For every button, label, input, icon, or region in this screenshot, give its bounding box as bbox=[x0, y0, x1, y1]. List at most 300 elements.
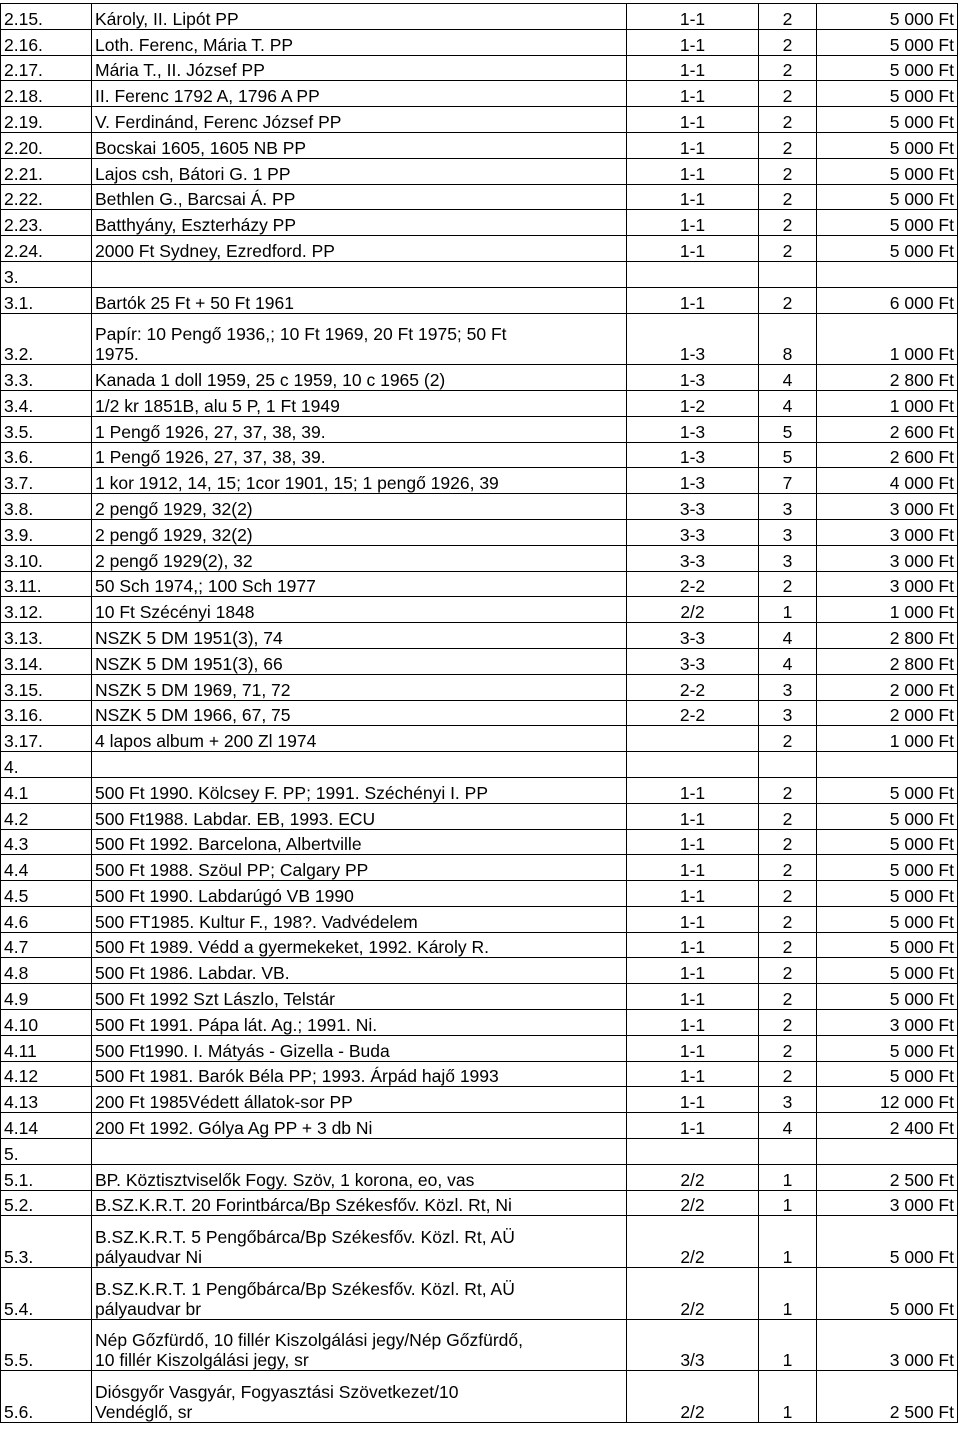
item-price-cell: 3 000 Ft bbox=[817, 571, 958, 597]
item-price-cell: 1 000 Ft bbox=[817, 597, 958, 623]
item-grade-cell: 1-1 bbox=[627, 107, 759, 133]
item-count-cell: 2 bbox=[759, 29, 817, 55]
item-count-cell: 1 bbox=[759, 597, 817, 623]
item-description-cell: Bocskai 1605, 1605 NB PP bbox=[92, 132, 627, 158]
table-row bbox=[1, 1216, 958, 1268]
item-description-cell: 10 Ft Szécényi 1848 bbox=[92, 597, 627, 623]
item-grade-cell: 2-2 bbox=[627, 674, 759, 700]
item-description-cell: 500 Ft1988. Labdar. EB, 1993. ECU bbox=[92, 803, 627, 829]
item-description-cell bbox=[92, 752, 627, 778]
table-row bbox=[1, 1139, 958, 1165]
item-count-cell: 4 bbox=[759, 623, 817, 649]
item-price-cell: 12 000 Ft bbox=[817, 1087, 958, 1113]
table-row bbox=[1, 81, 958, 107]
table-row bbox=[1, 313, 958, 365]
item-price-cell: 2 500 Ft bbox=[817, 1371, 958, 1423]
item-number-cell: 3.13. bbox=[1, 623, 92, 649]
item-price-cell: 5 000 Ft bbox=[817, 55, 958, 81]
item-grade-cell: 3/3 bbox=[627, 1319, 759, 1371]
item-number-cell: 2.17. bbox=[1, 55, 92, 81]
item-number-cell: 4.7 bbox=[1, 932, 92, 958]
table-row bbox=[1, 184, 958, 210]
item-grade-cell: 1-1 bbox=[627, 184, 759, 210]
item-number-cell: 2.22. bbox=[1, 184, 92, 210]
item-description-cell: Batthyány, Eszterházy PP bbox=[92, 210, 627, 236]
item-count-cell: 2 bbox=[759, 1035, 817, 1061]
table-row bbox=[1, 984, 958, 1010]
table-row bbox=[1, 1035, 958, 1061]
table-row bbox=[1, 55, 958, 81]
item-price-cell: 5 000 Ft bbox=[817, 1268, 958, 1320]
item-grade-cell: 1-1 bbox=[627, 1010, 759, 1036]
item-grade-cell: 1-1 bbox=[627, 4, 759, 30]
item-description-cell: 2 pengő 1929, 32(2) bbox=[92, 519, 627, 545]
item-number-cell: 4.4 bbox=[1, 855, 92, 881]
item-grade-cell: 1-1 bbox=[627, 210, 759, 236]
item-grade-cell: 1-1 bbox=[627, 777, 759, 803]
table-row bbox=[1, 4, 958, 30]
item-price-cell: 5 000 Ft bbox=[817, 236, 958, 262]
item-price-cell: 3 000 Ft bbox=[817, 1010, 958, 1036]
table-row bbox=[1, 468, 958, 494]
item-count-cell: 7 bbox=[759, 468, 817, 494]
item-number-cell: 3.8. bbox=[1, 494, 92, 520]
item-description-cell: NSZK 5 DM 1969, 71, 72 bbox=[92, 674, 627, 700]
table-row bbox=[1, 519, 958, 545]
item-description-cell: 500 Ft 1989. Védd a gyermekeket, 1992. Károly R. bbox=[92, 932, 627, 958]
item-price-cell: 2 600 Ft bbox=[817, 416, 958, 442]
item-number-cell: 3.1. bbox=[1, 287, 92, 313]
item-grade-cell: 2/2 bbox=[627, 597, 759, 623]
item-price-cell: 3 000 Ft bbox=[817, 494, 958, 520]
item-grade-cell: 1-1 bbox=[627, 855, 759, 881]
table-row bbox=[1, 1268, 958, 1320]
table-row bbox=[1, 777, 958, 803]
item-grade-cell: 3-3 bbox=[627, 494, 759, 520]
item-count-cell: 2 bbox=[759, 881, 817, 907]
table-row bbox=[1, 210, 958, 236]
item-price-cell: 5 000 Ft bbox=[817, 906, 958, 932]
item-description-cell: 200 Ft 1992. Gólya Ag PP + 3 db Ni bbox=[92, 1113, 627, 1139]
item-price-cell: 5 000 Ft bbox=[817, 984, 958, 1010]
table-row bbox=[1, 1319, 958, 1371]
item-grade-cell: 1-1 bbox=[627, 132, 759, 158]
item-number-cell: 4.13 bbox=[1, 1087, 92, 1113]
item-count-cell: 2 bbox=[759, 132, 817, 158]
item-number-cell: 4.2 bbox=[1, 803, 92, 829]
item-description-cell: II. Ferenc 1792 A, 1796 A PP bbox=[92, 81, 627, 107]
item-count-cell: 2 bbox=[759, 855, 817, 881]
item-grade-cell: 1-1 bbox=[627, 81, 759, 107]
item-price-cell: 2 400 Ft bbox=[817, 1113, 958, 1139]
item-number-cell: 3.10. bbox=[1, 545, 92, 571]
item-number-cell: 4.14 bbox=[1, 1113, 92, 1139]
item-description-cell bbox=[92, 261, 627, 287]
item-number-cell: 5. bbox=[1, 1139, 92, 1165]
item-grade-cell: 1-1 bbox=[627, 287, 759, 313]
item-price-cell: 5 000 Ft bbox=[817, 184, 958, 210]
table-row bbox=[1, 390, 958, 416]
table-row bbox=[1, 236, 958, 262]
item-number-cell: 4. bbox=[1, 752, 92, 778]
table-row bbox=[1, 287, 958, 313]
item-count-cell: 1 bbox=[759, 1216, 817, 1268]
item-count-cell: 2 bbox=[759, 906, 817, 932]
item-description-cell: NSZK 5 DM 1951(3), 66 bbox=[92, 648, 627, 674]
item-price-cell: 2 800 Ft bbox=[817, 648, 958, 674]
item-price-cell: 5 000 Ft bbox=[817, 1035, 958, 1061]
table-row bbox=[1, 365, 958, 391]
item-number-cell: 2.16. bbox=[1, 29, 92, 55]
item-description-cell: B.SZ.K.R.T. 5 Pengőbárca/Bp Székesfőv. Közl. Rt, AÜ pályaudvar Ni bbox=[92, 1216, 627, 1268]
item-count-cell: 4 bbox=[759, 648, 817, 674]
item-price-cell: 5 000 Ft bbox=[817, 932, 958, 958]
item-grade-cell: 1-1 bbox=[627, 55, 759, 81]
item-price-cell: 1 000 Ft bbox=[817, 390, 958, 416]
item-price-cell: 5 000 Ft bbox=[817, 777, 958, 803]
item-number-cell: 5.5. bbox=[1, 1319, 92, 1371]
table-row bbox=[1, 545, 958, 571]
item-grade-cell: 2/2 bbox=[627, 1371, 759, 1423]
item-description-cell: Bartók 25 Ft + 50 Ft 1961 bbox=[92, 287, 627, 313]
item-grade-cell: 1-1 bbox=[627, 958, 759, 984]
item-number-cell: 3.14. bbox=[1, 648, 92, 674]
item-number-cell: 5.1. bbox=[1, 1164, 92, 1190]
item-description-cell: 500 Ft1990. I. Mátyás - Gizella - Buda bbox=[92, 1035, 627, 1061]
item-description-cell: 500 Ft 1990. Labdarúgó VB 1990 bbox=[92, 881, 627, 907]
item-description-cell: Diósgyőr Vasgyár, Fogyasztási Szövetkezet/10 Vendéglő, sr bbox=[92, 1371, 627, 1423]
item-description-cell: 200 Ft 1985Védett állatok-sor PP bbox=[92, 1087, 627, 1113]
item-grade-cell: 3-3 bbox=[627, 545, 759, 571]
item-description-cell: Mária T., II. József PP bbox=[92, 55, 627, 81]
item-grade-cell: 2/2 bbox=[627, 1164, 759, 1190]
item-description-cell: 50 Sch 1974,; 100 Sch 1977 bbox=[92, 571, 627, 597]
item-grade-cell bbox=[627, 1139, 759, 1165]
item-number-cell: 3. bbox=[1, 261, 92, 287]
table-row bbox=[1, 932, 958, 958]
item-grade-cell: 1-1 bbox=[627, 1061, 759, 1087]
item-count-cell: 2 bbox=[759, 726, 817, 752]
item-number-cell: 5.4. bbox=[1, 1268, 92, 1320]
item-description-cell: Károly, II. Lipót PP bbox=[92, 4, 627, 30]
item-description-cell: 500 Ft 1992. Barcelona, Albertville bbox=[92, 829, 627, 855]
table-row bbox=[1, 1087, 958, 1113]
table-row bbox=[1, 623, 958, 649]
table-row bbox=[1, 700, 958, 726]
item-grade-cell bbox=[627, 261, 759, 287]
item-count-cell bbox=[759, 1139, 817, 1165]
table-row bbox=[1, 1371, 958, 1423]
item-count-cell: 4 bbox=[759, 1113, 817, 1139]
item-grade-cell: 1-1 bbox=[627, 906, 759, 932]
item-description-cell: 1 Pengő 1926, 27, 37, 38, 39. bbox=[92, 442, 627, 468]
item-number-cell: 3.5. bbox=[1, 416, 92, 442]
item-count-cell: 2 bbox=[759, 184, 817, 210]
table-row bbox=[1, 597, 958, 623]
table-row bbox=[1, 261, 958, 287]
item-price-cell bbox=[817, 1139, 958, 1165]
item-grade-cell: 1-3 bbox=[627, 313, 759, 365]
item-price-cell: 3 000 Ft bbox=[817, 1190, 958, 1216]
item-number-cell: 3.11. bbox=[1, 571, 92, 597]
item-number-cell: 3.9. bbox=[1, 519, 92, 545]
item-description-cell: 1 kor 1912, 14, 15; 1cor 1901, 15; 1 pengő 1926, 39 bbox=[92, 468, 627, 494]
table-row bbox=[1, 571, 958, 597]
item-number-cell: 4.11 bbox=[1, 1035, 92, 1061]
item-count-cell: 4 bbox=[759, 365, 817, 391]
table-row bbox=[1, 674, 958, 700]
item-number-cell: 4.12 bbox=[1, 1061, 92, 1087]
item-number-cell: 2.18. bbox=[1, 81, 92, 107]
item-price-cell: 5 000 Ft bbox=[817, 881, 958, 907]
item-number-cell: 2.15. bbox=[1, 4, 92, 30]
catalog-table-body bbox=[1, 4, 958, 1423]
item-count-cell: 2 bbox=[759, 958, 817, 984]
item-description-cell: 500 Ft 1992 Szt Lászlo, Telstár bbox=[92, 984, 627, 1010]
item-grade-cell: 1-1 bbox=[627, 158, 759, 184]
item-price-cell: 5 000 Ft bbox=[817, 855, 958, 881]
table-row bbox=[1, 1190, 958, 1216]
item-number-cell: 3.12. bbox=[1, 597, 92, 623]
item-price-cell: 3 000 Ft bbox=[817, 1319, 958, 1371]
item-grade-cell: 1-3 bbox=[627, 365, 759, 391]
item-grade-cell: 1-1 bbox=[627, 803, 759, 829]
item-count-cell: 2 bbox=[759, 984, 817, 1010]
item-price-cell: 5 000 Ft bbox=[817, 29, 958, 55]
item-count-cell: 2 bbox=[759, 55, 817, 81]
item-price-cell: 5 000 Ft bbox=[817, 4, 958, 30]
table-row bbox=[1, 1164, 958, 1190]
item-price-cell: 5 000 Ft bbox=[817, 158, 958, 184]
item-number-cell: 2.20. bbox=[1, 132, 92, 158]
item-number-cell: 4.1 bbox=[1, 777, 92, 803]
item-number-cell: 5.6. bbox=[1, 1371, 92, 1423]
item-count-cell: 4 bbox=[759, 390, 817, 416]
table-row bbox=[1, 958, 958, 984]
item-description-cell: Bethlen G., Barcsai Á. PP bbox=[92, 184, 627, 210]
item-grade-cell: 2-2 bbox=[627, 700, 759, 726]
item-description-cell: 500 Ft 1981. Barók Béla PP; 1993. Árpád hajő 1993 bbox=[92, 1061, 627, 1087]
table-row bbox=[1, 158, 958, 184]
item-price-cell: 6 000 Ft bbox=[817, 287, 958, 313]
item-price-cell: 2 000 Ft bbox=[817, 700, 958, 726]
item-count-cell: 2 bbox=[759, 287, 817, 313]
item-count-cell: 3 bbox=[759, 545, 817, 571]
item-description-cell: 2 pengő 1929(2), 32 bbox=[92, 545, 627, 571]
item-count-cell: 3 bbox=[759, 700, 817, 726]
item-count-cell: 2 bbox=[759, 1010, 817, 1036]
item-count-cell: 2 bbox=[759, 777, 817, 803]
item-count-cell: 2 bbox=[759, 4, 817, 30]
item-grade-cell: 1-1 bbox=[627, 829, 759, 855]
item-description-cell: 500 Ft 1986. Labdar. VB. bbox=[92, 958, 627, 984]
item-number-cell: 3.16. bbox=[1, 700, 92, 726]
item-grade-cell: 3-3 bbox=[627, 519, 759, 545]
item-price-cell: 5 000 Ft bbox=[817, 132, 958, 158]
item-number-cell: 2.21. bbox=[1, 158, 92, 184]
item-grade-cell: 1-1 bbox=[627, 1087, 759, 1113]
item-grade-cell: 2-2 bbox=[627, 571, 759, 597]
item-description-cell: 1/2 kr 1851B, alu 5 P, 1 Ft 1949 bbox=[92, 390, 627, 416]
item-number-cell: 4.5 bbox=[1, 881, 92, 907]
item-grade-cell: 2/2 bbox=[627, 1216, 759, 1268]
table-row bbox=[1, 494, 958, 520]
table-row bbox=[1, 1113, 958, 1139]
item-price-cell: 3 000 Ft bbox=[817, 519, 958, 545]
item-count-cell: 3 bbox=[759, 494, 817, 520]
item-description-cell: Papír: 10 Pengő 1936,; 10 Ft 1969, 20 Ft 1975; 50 Ft 1975. bbox=[92, 313, 627, 365]
item-price-cell: 2 500 Ft bbox=[817, 1164, 958, 1190]
item-price-cell: 3 000 Ft bbox=[817, 545, 958, 571]
item-count-cell: 1 bbox=[759, 1319, 817, 1371]
item-count-cell: 2 bbox=[759, 1061, 817, 1087]
table-row bbox=[1, 829, 958, 855]
item-price-cell: 5 000 Ft bbox=[817, 1216, 958, 1268]
item-count-cell bbox=[759, 752, 817, 778]
item-description-cell: 1 Pengő 1926, 27, 37, 38, 39. bbox=[92, 416, 627, 442]
item-description-cell: 500 Ft 1988. Szöul PP; Calgary PP bbox=[92, 855, 627, 881]
table-row bbox=[1, 906, 958, 932]
item-count-cell: 1 bbox=[759, 1164, 817, 1190]
item-grade-cell bbox=[627, 726, 759, 752]
item-grade-cell: 3-3 bbox=[627, 623, 759, 649]
item-grade-cell: 2/2 bbox=[627, 1268, 759, 1320]
table-row bbox=[1, 107, 958, 133]
item-grade-cell: 1-3 bbox=[627, 468, 759, 494]
item-number-cell: 2.19. bbox=[1, 107, 92, 133]
item-number-cell: 4.8 bbox=[1, 958, 92, 984]
item-grade-cell: 2/2 bbox=[627, 1190, 759, 1216]
item-grade-cell: 1-3 bbox=[627, 442, 759, 468]
item-price-cell: 1 000 Ft bbox=[817, 313, 958, 365]
item-count-cell: 2 bbox=[759, 107, 817, 133]
item-count-cell: 2 bbox=[759, 803, 817, 829]
item-count-cell: 3 bbox=[759, 519, 817, 545]
item-number-cell: 4.3 bbox=[1, 829, 92, 855]
item-grade-cell: 1-1 bbox=[627, 1035, 759, 1061]
item-price-cell bbox=[817, 752, 958, 778]
item-number-cell: 2.24. bbox=[1, 236, 92, 262]
item-count-cell: 2 bbox=[759, 81, 817, 107]
item-count-cell: 3 bbox=[759, 674, 817, 700]
item-number-cell: 3.15. bbox=[1, 674, 92, 700]
item-description-cell: NSZK 5 DM 1966, 67, 75 bbox=[92, 700, 627, 726]
item-grade-cell: 1-1 bbox=[627, 1113, 759, 1139]
item-description-cell: Kanada 1 doll 1959, 25 c 1959, 10 c 1965 (2) bbox=[92, 365, 627, 391]
item-description-cell: 500 FT1985. Kultur F., 198?. Vadvédelem bbox=[92, 906, 627, 932]
item-number-cell: 4.9 bbox=[1, 984, 92, 1010]
item-price-cell: 5 000 Ft bbox=[817, 1061, 958, 1087]
item-price-cell: 5 000 Ft bbox=[817, 958, 958, 984]
item-description-cell: 500 Ft 1990. Kölcsey F. PP; 1991. Széchényi I. PP bbox=[92, 777, 627, 803]
table-row bbox=[1, 416, 958, 442]
item-description-cell: 4 lapos album + 200 Zl 1974 bbox=[92, 726, 627, 752]
item-grade-cell: 1-1 bbox=[627, 881, 759, 907]
item-description-cell: Nép Gőzfürdő, 10 fillér Kiszolgálási jegy/Nép Gőzfürdő, 10 fillér Kiszolgálási jegy, sr bbox=[92, 1319, 627, 1371]
table-row bbox=[1, 29, 958, 55]
item-price-cell: 5 000 Ft bbox=[817, 803, 958, 829]
item-count-cell: 1 bbox=[759, 1268, 817, 1320]
item-count-cell: 8 bbox=[759, 313, 817, 365]
item-price-cell bbox=[817, 261, 958, 287]
item-count-cell: 2 bbox=[759, 829, 817, 855]
item-number-cell: 3.4. bbox=[1, 390, 92, 416]
table-row bbox=[1, 648, 958, 674]
item-number-cell: 4.10 bbox=[1, 1010, 92, 1036]
table-row bbox=[1, 752, 958, 778]
item-price-cell: 5 000 Ft bbox=[817, 107, 958, 133]
table-row bbox=[1, 726, 958, 752]
item-grade-cell: 1-2 bbox=[627, 390, 759, 416]
item-number-cell: 5.3. bbox=[1, 1216, 92, 1268]
table-row bbox=[1, 803, 958, 829]
item-grade-cell: 1-1 bbox=[627, 236, 759, 262]
item-price-cell: 2 000 Ft bbox=[817, 674, 958, 700]
item-count-cell: 2 bbox=[759, 932, 817, 958]
item-grade-cell: 1-1 bbox=[627, 29, 759, 55]
item-number-cell: 3.3. bbox=[1, 365, 92, 391]
item-count-cell bbox=[759, 261, 817, 287]
item-description-cell: B.SZ.K.R.T. 1 Pengőbárca/Bp Székesfőv. Közl. Rt, AÜ pályaudvar br bbox=[92, 1268, 627, 1320]
table-row bbox=[1, 132, 958, 158]
item-description-cell: V. Ferdinánd, Ferenc József PP bbox=[92, 107, 627, 133]
item-count-cell: 2 bbox=[759, 236, 817, 262]
item-grade-cell: 1-3 bbox=[627, 416, 759, 442]
item-number-cell: 2.23. bbox=[1, 210, 92, 236]
item-grade-cell: 1-1 bbox=[627, 932, 759, 958]
item-number-cell: 3.7. bbox=[1, 468, 92, 494]
item-count-cell: 2 bbox=[759, 571, 817, 597]
item-price-cell: 2 600 Ft bbox=[817, 442, 958, 468]
item-description-cell: Loth. Ferenc, Mária T. PP bbox=[92, 29, 627, 55]
item-count-cell: 3 bbox=[759, 1087, 817, 1113]
item-number-cell: 3.17. bbox=[1, 726, 92, 752]
item-count-cell: 2 bbox=[759, 210, 817, 236]
item-number-cell: 5.2. bbox=[1, 1190, 92, 1216]
item-count-cell: 1 bbox=[759, 1371, 817, 1423]
item-description-cell: 500 Ft 1991. Pápa lát. Ag.; 1991. Ni. bbox=[92, 1010, 627, 1036]
table-row bbox=[1, 1010, 958, 1036]
item-count-cell: 5 bbox=[759, 442, 817, 468]
item-description-cell: Lajos csh, Bátori G. 1 PP bbox=[92, 158, 627, 184]
item-grade-cell bbox=[627, 752, 759, 778]
item-grade-cell: 3-3 bbox=[627, 648, 759, 674]
item-description-cell: 2 pengő 1929, 32(2) bbox=[92, 494, 627, 520]
item-price-cell: 1 000 Ft bbox=[817, 726, 958, 752]
item-price-cell: 2 800 Ft bbox=[817, 623, 958, 649]
item-number-cell: 4.6 bbox=[1, 906, 92, 932]
catalog-table bbox=[0, 3, 958, 1423]
item-description-cell: B.SZ.K.R.T. 20 Forintbárca/Bp Székesfőv. Közl. Rt, Ni bbox=[92, 1190, 627, 1216]
item-description-cell bbox=[92, 1139, 627, 1165]
item-number-cell: 3.6. bbox=[1, 442, 92, 468]
table-row bbox=[1, 855, 958, 881]
item-price-cell: 5 000 Ft bbox=[817, 81, 958, 107]
item-description-cell: BP. Köztisztviselők Fogy. Szöv, 1 korona, eo, vas bbox=[92, 1164, 627, 1190]
item-grade-cell: 1-1 bbox=[627, 984, 759, 1010]
item-description-cell: NSZK 5 DM 1951(3), 74 bbox=[92, 623, 627, 649]
item-number-cell: 3.2. bbox=[1, 313, 92, 365]
item-description-cell: 2000 Ft Sydney, Ezredford. PP bbox=[92, 236, 627, 262]
item-price-cell: 2 800 Ft bbox=[817, 365, 958, 391]
item-count-cell: 2 bbox=[759, 158, 817, 184]
item-price-cell: 4 000 Ft bbox=[817, 468, 958, 494]
table-row bbox=[1, 881, 958, 907]
table-row bbox=[1, 1061, 958, 1087]
item-count-cell: 1 bbox=[759, 1190, 817, 1216]
item-price-cell: 5 000 Ft bbox=[817, 829, 958, 855]
item-price-cell: 5 000 Ft bbox=[817, 210, 958, 236]
